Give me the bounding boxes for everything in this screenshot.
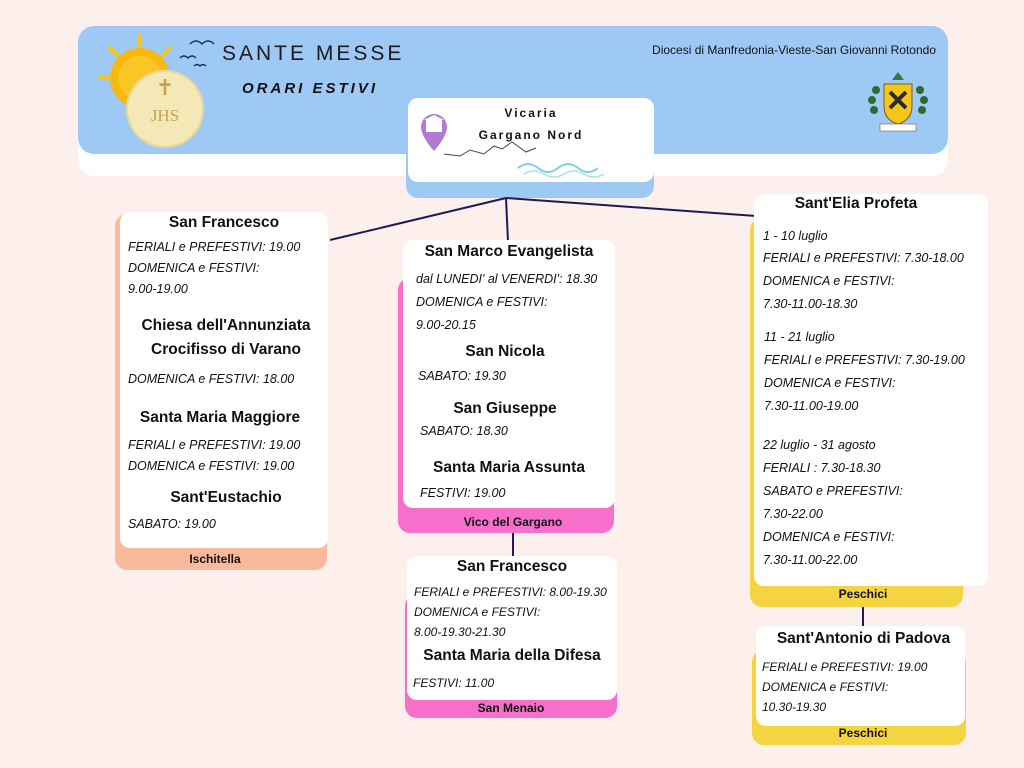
church-name: Sant'Antonio di Padova: [776, 630, 951, 647]
schedule-line: FERIALI e PREFESTIVI: 19.00: [128, 438, 301, 452]
schedule-line: 10.30-19.30: [762, 700, 827, 714]
church-name: Santa Maria Assunta: [433, 459, 585, 476]
schedule-line: 7.30-11.00-18.30: [763, 297, 858, 311]
schedule-line: SABATO: 18.30: [420, 424, 508, 438]
church-name: San Marco Evangelista: [424, 243, 594, 260]
schedule-line: DOMENICA e FESTIVI:: [416, 295, 548, 309]
schedule-line: dal LUNEDI' al VENERDI': 18.30: [416, 272, 598, 286]
diocese-name: Diocesi di Manfredonia-Vieste-San Giovanni Rotondo: [652, 43, 936, 57]
schedule-line: FERIALI e PREFESTIVI: 7.30-18.00: [763, 251, 964, 265]
vico-footer: Vico del Gargano: [463, 515, 563, 529]
church-name: Sant'Elia Profeta: [794, 195, 918, 212]
host-label: JHS: [150, 106, 180, 125]
vicaria-label: Vicaria: [504, 106, 558, 120]
peschici2-footer: Peschici: [838, 726, 888, 740]
schedule-line: DOMENICA e FESTIVI: 18.00: [128, 372, 295, 386]
host-icon: ✝ JHS: [126, 70, 204, 148]
schedule-line: FERIALI : 7.30-18.30: [763, 461, 881, 475]
schedule-line: FERIALI e PREFESTIVI: 8.00-19.30: [414, 585, 607, 599]
church-name: Santa Maria della Difesa: [423, 647, 601, 664]
church-name: Sant'Eustachio: [170, 489, 282, 506]
schedule-line: 9.00-20.15: [416, 318, 476, 332]
period-label: 1 - 10 luglio: [763, 229, 828, 243]
schedule-line: 9.00-19.00: [128, 282, 188, 296]
schedule-line: 7.30-11.00-19.00: [764, 399, 859, 413]
schedule-line: DOMENICA e FESTIVI:: [764, 376, 896, 390]
schedule-line: SABATO: 19.00: [128, 517, 216, 531]
peschici-footer: Peschici: [838, 587, 888, 601]
schedule-line: FESTIVI: 11.00: [413, 676, 495, 690]
schedule-line: FESTIVI: 19.00: [420, 486, 506, 500]
period-label: 22 luglio - 31 agosto: [763, 438, 876, 452]
church-name: Crocifisso di Varano: [151, 341, 301, 358]
schedule-line: DOMENICA e FESTIVI: 19.00: [128, 459, 295, 473]
schedule-line: SABATO e PREFESTIVI:: [763, 484, 903, 498]
schedule-line: SABATO: 19.30: [418, 369, 506, 383]
vicaria-name: Gargano Nord: [478, 128, 584, 142]
schedule-line: DOMENICA e FESTIVI:: [763, 274, 895, 288]
church-name: San Giuseppe: [453, 400, 557, 417]
period-label: 11 - 21 luglio: [764, 330, 835, 344]
ischitella-footer: Ischitella: [189, 552, 241, 566]
schedule-line: 8.00-19.30-21.30: [414, 625, 506, 639]
schedule-line: 7.30-22.00: [763, 507, 823, 521]
schedule-line: FERIALI e PREFESTIVI: 19.00: [762, 660, 928, 674]
page-subtitle: ORARI ESTIVI: [242, 80, 379, 97]
church-name: Chiesa dell'Annunziata: [141, 317, 311, 334]
page-title: SANTE MESSE: [222, 42, 405, 65]
schedule-line: DOMENICA e FESTIVI:: [128, 261, 260, 275]
church-name: San Francesco: [168, 214, 280, 231]
church-name: San Francesco: [456, 558, 568, 575]
schedule-line: FERIALI e PREFESTIVI: 19.00: [128, 240, 301, 254]
church-name: Santa Maria Maggiore: [139, 409, 301, 426]
church-name: San Nicola: [465, 343, 545, 360]
schedule-line: DOMENICA e FESTIVI:: [763, 530, 895, 544]
menaio-footer: San Menaio: [477, 701, 545, 715]
schedule-line: DOMENICA e FESTIVI:: [414, 605, 541, 619]
schedule-line: DOMENICA e FESTIVI:: [762, 680, 889, 694]
schedule-line: FERIALI e PREFESTIVI: 7.30-19.00: [764, 353, 965, 367]
schedule-line: 7.30-11.00-22.00: [763, 553, 858, 567]
